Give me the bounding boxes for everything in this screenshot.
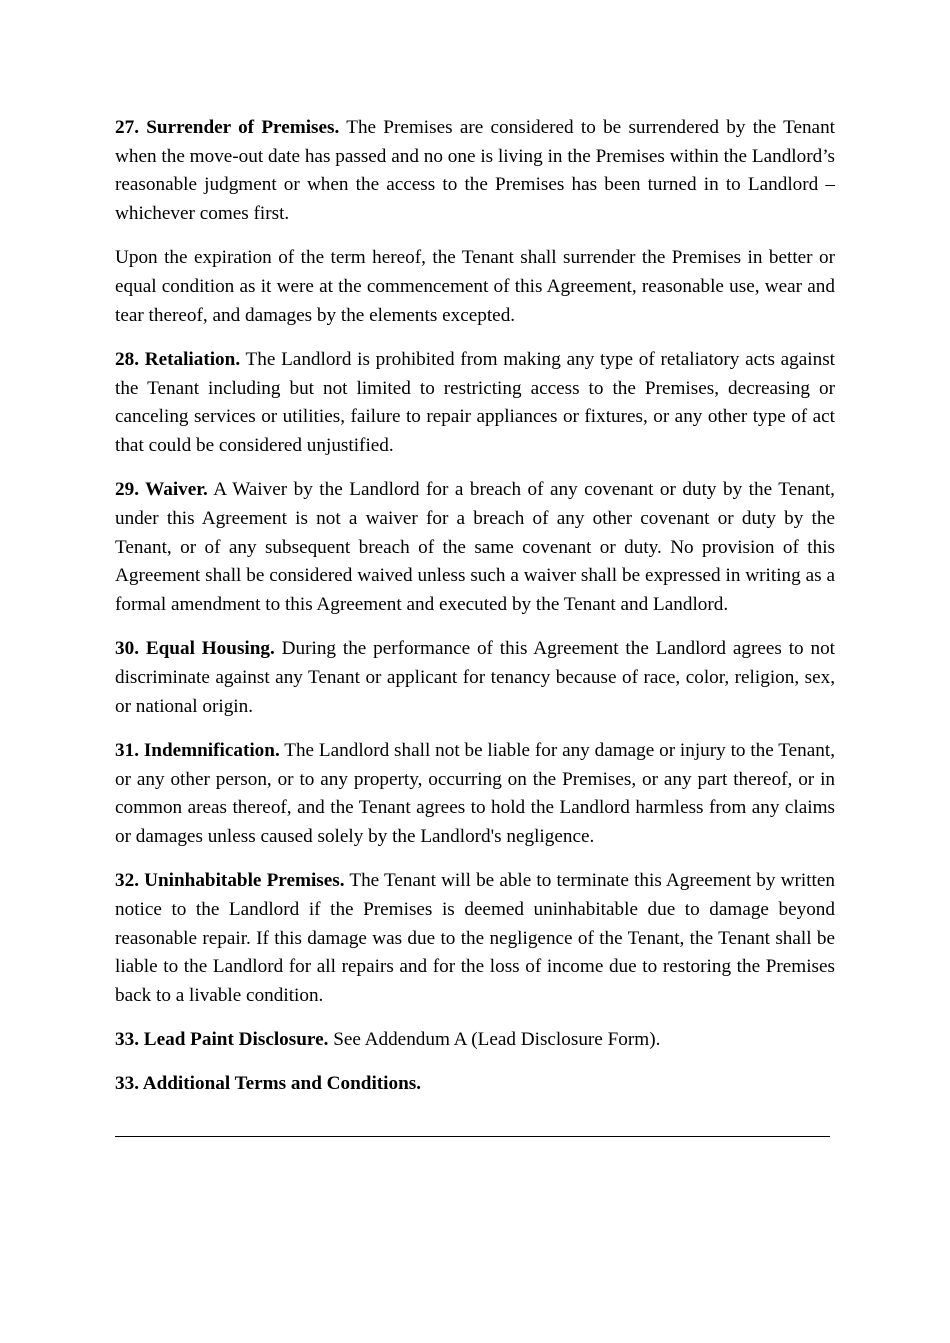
section-heading: 29. Waiver. — [115, 479, 208, 501]
section-indemnification — [115, 737, 835, 852]
section-text: A Waiver by the Landlord for a breach of any covenant or duty by the Tenant, under this Agreement is not a waiver for a breach of any other covenant or duty by the Tenant, or of any subsequent breach of the same covenant or duty. No provision of this Agreement shall be considered waived unless such a waiver shall be expressed in writing as a formal amendment to this Agreement and executed by the Tenant and Landlord. — [115, 479, 835, 616]
section-surrender-of-premises — [115, 114, 835, 229]
section-text: The Landlord shall not be liable for any damage or injury to the Tenant, or any other person, or to any property, occurring on the Premises, or any part thereof, or in common areas thereof, and the Tenant agrees to hold the Landlord harmless from any claims or damages unless caused solely by the Landlord's negligence. — [115, 739, 835, 847]
section-surrender-of-premises-continued — [115, 244, 835, 330]
section-heading: 28. Retaliation. — [115, 348, 241, 370]
section-heading: 33. Lead Paint Disclosure. — [115, 1029, 329, 1051]
section-waiver — [115, 476, 835, 620]
section-lead-paint-disclosure — [115, 1026, 835, 1055]
section-uninhabitable-premises — [115, 867, 835, 1011]
section-text: Upon the expiration of the term hereof, the Tenant shall surrender the Premises in better or equal condition as it were at the commencement of this Agreement, reasonable use, wear and tear thereof, and damages by the elements excepted. — [115, 247, 835, 326]
section-text: See Addendum A (Lead Disclosure Form). — [333, 1029, 661, 1051]
section-text: The Tenant will be able to terminate this Agreement by written notice to the Landlord if the Premises is deemed uninhabitable due to damage beyond reasonable repair. If this damage was due to the negligence of the Tenant, the Tenant shall be liable to the Landlord for all repairs and for the loss of income due to restoring the Premises back to a livable condition. — [115, 870, 835, 1006]
document-body — [115, 114, 835, 1137]
additional-terms-blank-line — [115, 1136, 830, 1137]
section-text: During the performance of this Agreement the Landlord agrees to not discriminate against any Tenant or applicant for tenancy because of race, color, religion, sex, or national origin. — [115, 638, 836, 717]
section-heading: 30. Equal Housing. — [115, 638, 275, 660]
section-heading: 27. Surrender of Premises. — [115, 117, 340, 138]
section-heading: 33. Additional Terms and Conditions. — [115, 1073, 422, 1095]
section-equal-housing — [115, 635, 835, 721]
section-text: The Premises are considered to be surrendered by the Tenant when the move-out date has passed and no one is living in the Premises within the Landlord’s reasonable judgment or when the access to the Premises has been turned in to Landlord – whichever comes first. — [115, 117, 835, 225]
section-text: The Landlord is prohibited from making any type of retaliatory acts against the Tenant including but not limited to restricting access to the Premises, decreasing or canceling services or utilities, failure to repair appliances or fixtures, or any other type of act that could be considered unjustified. — [115, 348, 836, 457]
section-heading: 32. Uninhabitable Premises. — [115, 870, 345, 892]
section-retaliation — [115, 346, 835, 461]
section-additional-terms — [115, 1070, 835, 1099]
section-heading: 31. Indemnification. — [115, 739, 280, 761]
